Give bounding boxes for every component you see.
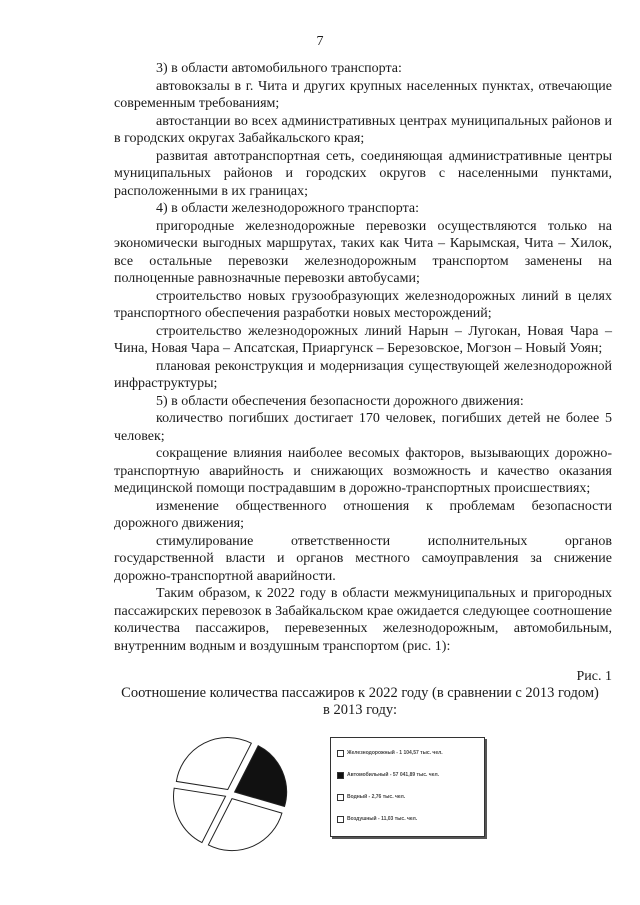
legend-item (337, 808, 478, 830)
paragraph: изменение общественного отношения к проблемам безопасности дорожного движения; (114, 498, 612, 531)
legend-label: Железнодорожный - 1 104,57 тыс. чел. (347, 750, 443, 756)
paragraph: развитая автотранспортная сеть, соединяющая административные центры муниципальных районов и городских округов с населенными пунктами, расположенными в их границах; (114, 148, 612, 199)
legend-swatch (337, 816, 344, 823)
page-number: 7 (316, 34, 324, 49)
chart-legend (330, 737, 485, 837)
paragraph: 5) в области обеспечения безопасности дорожного движения: (156, 393, 524, 409)
legend-swatch (337, 750, 344, 757)
legend-swatch (337, 794, 344, 801)
paragraph: сокращение влияния наиболее весомых факторов, вызывающих дорожно-транспортную аварийность и снижающих возможность и качество оказания медицинской помощи пострадавшим в дорожно-транспортных происшествиях; (114, 446, 612, 496)
body-text (114, 60, 612, 655)
paragraph: Таким образом, к 2022 году в области межмуниципальных и пригородных пассажирских перевозок в Забайкальском крае ожидается следующее соотношение количества пассажиров, перевезенных железнодорожным, автомобильным, внутренним водным и воздушным транспортом (рис. 1): (114, 586, 612, 654)
legend-label: Автомобильный - 57 041,89 тыс. чел. (347, 772, 440, 778)
paragraph: 3) в области автомобильного транспорта: (156, 61, 402, 76)
paragraph: пригородные железнодорожные перевозки осуществляются только на экономически выгодных маршрутах, таких как Чита – Карымская, Чита – Хилок, все остальные перевозки железнодорожным транспортом заменены на полноценные равнозначные перевозки автобусами; (114, 218, 612, 286)
legend-label: Воздушный - 11,03 тыс. чел. (347, 816, 418, 822)
pie-chart (160, 734, 300, 854)
paragraph: строительство новых грузообразующих железнодорожных линий в целях транспортного обеспечения разработки новых месторождений; (114, 288, 612, 321)
legend-item (337, 764, 478, 786)
paragraph: плановая реконструкция и модернизация существующей железнодорожной инфраструктуры; (114, 358, 612, 391)
paragraph: стимулирование ответственности исполнительных органов государственной власти и органов местного самоуправления за снижение дорожно-транспортной аварийности. (114, 533, 612, 584)
legend-item (337, 742, 478, 764)
figure-label: Рис. 1 (576, 669, 612, 684)
legend-label: Водный - 2,76 тыс. чел. (347, 794, 406, 800)
figure-subtitle: в 2013 году: (323, 702, 397, 718)
paragraph: автостанции во всех административных центрах муниципальных районов и в городских округах Забайкальского края; (114, 113, 612, 146)
legend-swatch (337, 772, 344, 779)
paragraph: количество погибших достигает 170 человек, погибших детей не более 5 человек; (114, 411, 612, 444)
figure-title-line: Соотношение количества пассажиров к 2022 году (в сравнении с 2013 годом) (121, 685, 599, 701)
paragraph: строительство железнодорожных линий Нарын – Лугокан, Новая Чара – Чина, Новая Чара – Апсатская, Приаргунск – Березовское, Могзон – Новый Уоян; (114, 323, 612, 356)
figure-title (100, 685, 620, 719)
legend-item (337, 786, 478, 808)
paragraph: 4) в области железнодорожного транспорта: (156, 201, 420, 216)
paragraph: автовокзалы в г. Чита и других крупных населенных пунктах, отвечающие современным требованиям; (114, 78, 612, 111)
